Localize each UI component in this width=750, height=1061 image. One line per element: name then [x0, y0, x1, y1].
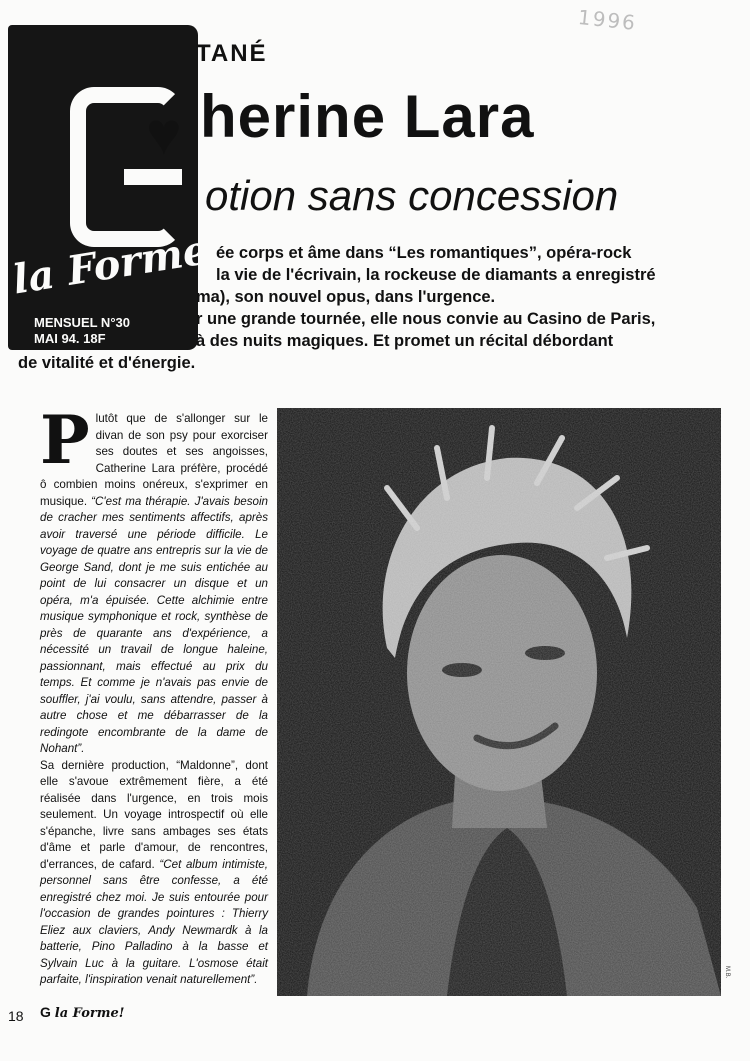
article-title: herine Lara — [200, 83, 535, 150]
article-body — [40, 401, 268, 989]
lead-line: à des nuits magiques. Et promet un récital débordant — [196, 332, 614, 350]
portrait-photo — [277, 408, 721, 996]
paragraph-quote: “C'est ma thérapie. J'avais besoin de cracher mes sentiments affectifs, après avoir traversé une période difficile. Le voyage de quatre ans entrepris sur la vie de George Sand, dont je me suis entichée au point de lui consacrer un disque et un opéra, m'a épuisée. Cette alchimie entre musique symphonique et rock, synthèse de près de quarante ans d'expérience, a nécessité un travail de longue haleine, passionnant, mais effectué au prix du temps. Et comme je n'avais pas envie de souffler, j'ai voulu, sans attendre, passer à autre chose et me débarrasser de la redingote encombrante de la dame de Nohant”. — [40, 494, 268, 755]
lead-line: de vitalité et d'énergie. — [18, 354, 196, 372]
drop-cap: P — [40, 401, 90, 479]
handwritten-note: 1996 — [576, 4, 638, 36]
section-rubric: TANÉ — [196, 40, 268, 67]
lead-line: r une grande tournée, elle nous convie au Casino de Paris, — [196, 310, 656, 328]
logo-g-bar — [124, 169, 182, 185]
page-number: 18 — [8, 1008, 24, 1024]
article-lead — [18, 242, 723, 372]
issue-number: MENSUEL N°30 — [34, 315, 130, 330]
lead-line: ma), son nouvel opus, dans l'urgence. — [196, 288, 496, 306]
heart-icon: ♥ — [146, 100, 182, 167]
footer-logo-text: la Forme! — [54, 1006, 125, 1021]
footer-logo-letter: G — [40, 1004, 51, 1020]
lead-line: ée corps et âme dans “Les romantiques”, opéra-rock — [216, 244, 632, 262]
article-subtitle: otion sans concession — [205, 172, 619, 219]
logo-script-text: la Forme! — [9, 223, 229, 304]
paragraph-quote: “Cet album intimiste, personnel sans être confesse, a été enregistré chez moi. Je suis entourée pour l'occasion de grandes pointures : Thierry Eliez aux claviers, Andy Newmardk à la batterie, Pino Palladino à la basse et Sylvain Luc à la guitare. L'osmose était parfaite, l'inspiration venait naturellement”. — [40, 857, 268, 986]
issue-date-price: MAI 94. 18F — [34, 331, 106, 346]
lead-line: la vie de l'écrivain, la rockeuse de diamants a enregistré — [216, 266, 656, 284]
photo-credit: M.B. — [724, 966, 730, 979]
footer-logo — [40, 1004, 124, 1021]
portrait-illustration — [277, 408, 721, 996]
paragraph-intro: Sa dernière production, “Maldonne”, dont elle s'avoue extrêmement fière, a été réalisée dans l'urgence, en trois mois seulement. Un voyage introspectif où elle s'épanche, livre sans ambages ses états d'âme et parle d'amour, de rencontres, d'errances, de cafard. — [40, 758, 268, 871]
paragraph-intro: lutôt que de s'allonger sur le divan de son psy pour exorciser ses doutes et ses angoisses, Catherine Lara préfère, procédé ô combien moins onéreux, s'exprimer en musique. — [40, 412, 268, 508]
